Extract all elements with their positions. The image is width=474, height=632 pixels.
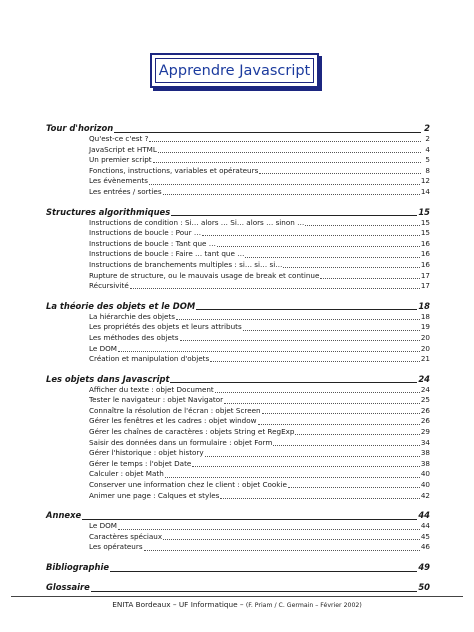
toc-leader <box>82 519 417 520</box>
toc-leader <box>202 235 420 236</box>
toc-leader <box>118 529 420 530</box>
toc-entry[interactable] <box>46 480 430 491</box>
toc-entry-label: Instructions de boucle : Faire … tant que … <box>89 249 245 259</box>
toc-entry-page: 18 <box>420 311 430 321</box>
toc-leader <box>149 141 421 142</box>
toc-entry-label: Gérer le temps : l'objet Date <box>89 458 192 468</box>
toc-entry[interactable] <box>46 187 430 198</box>
toc-section-page: 15 <box>418 206 430 217</box>
toc-entry[interactable] <box>46 249 430 260</box>
toc-entry-page: 16 <box>420 259 430 269</box>
toc-entry-page: 26 <box>420 416 430 426</box>
toc-entry-page: 38 <box>420 448 430 458</box>
toc-entry[interactable] <box>46 281 430 292</box>
toc-entry[interactable] <box>46 448 430 459</box>
toc-entry-label: Récursivité <box>89 281 129 291</box>
document-title: Apprendre Javascript <box>155 58 314 83</box>
toc-entry-label: Gérer les chaînes de caractères : objets String et RegExp <box>89 427 295 437</box>
toc-entry-page: 17 <box>420 270 430 280</box>
toc-leader <box>110 571 417 572</box>
toc-entry[interactable] <box>46 155 430 166</box>
toc-entry[interactable] <box>46 354 430 365</box>
toc-entry-page: 20 <box>420 332 430 342</box>
toc-section <box>46 122 430 198</box>
toc-entry[interactable] <box>46 344 430 355</box>
toc-entry[interactable] <box>46 218 430 229</box>
toc-entry-label: Animer une page : Calques et styles <box>89 490 220 500</box>
toc-leader <box>114 132 421 133</box>
toc-leader <box>288 487 420 488</box>
toc-section <box>46 373 430 502</box>
toc-entry[interactable] <box>46 491 430 502</box>
toc-leader <box>224 403 420 404</box>
toc-leader <box>205 456 420 457</box>
toc-leader <box>283 267 419 268</box>
toc-entry[interactable] <box>46 416 430 427</box>
toc-entry-label: Les opérateurs <box>89 542 143 552</box>
toc-leader <box>196 309 417 310</box>
toc-entry[interactable] <box>46 438 430 449</box>
toc-entry[interactable] <box>46 260 430 271</box>
toc-entry-label: Conserver une information chez le client : objet Cookie <box>89 480 287 490</box>
toc-leader <box>262 413 420 414</box>
toc-entry[interactable] <box>46 322 430 333</box>
toc-section <box>46 581 430 593</box>
toc-entry[interactable] <box>46 312 430 323</box>
toc-entry-page: 40 <box>420 480 430 490</box>
toc-leader <box>165 477 420 478</box>
toc-leader <box>91 591 418 592</box>
toc-leader <box>259 173 421 174</box>
toc-entry-label: Un premier script <box>89 155 152 165</box>
toc-section-heading[interactable] <box>46 373 430 385</box>
toc-section-heading[interactable] <box>46 561 430 573</box>
toc-entry-label: Instructions de boucle : Tant que … <box>89 238 216 248</box>
toc-leader <box>258 424 420 425</box>
toc-entry[interactable] <box>46 271 430 282</box>
toc-entry-page: 15 <box>420 217 430 227</box>
toc-leader <box>273 445 419 446</box>
toc-entry-label: Tester le navigateur : objet Navigator <box>89 395 224 405</box>
toc-entry-page: 4 <box>425 144 430 154</box>
toc-section-page: 2 <box>424 123 430 133</box>
toc-entry-page: 20 <box>420 343 430 353</box>
toc-section-page: 18 <box>418 300 430 311</box>
toc-entry-page: 40 <box>420 469 430 479</box>
toc-leader <box>320 278 419 279</box>
toc-entry-page: 21 <box>420 354 430 364</box>
toc-entry-label: Calculer : objet Math <box>89 469 164 479</box>
toc-entry-label: Gérer les fenêtres et les cadres : objet window <box>89 416 257 426</box>
toc-entry-page: 15 <box>420 228 430 238</box>
toc-entry[interactable] <box>46 542 430 553</box>
toc-leader <box>171 215 417 216</box>
toc-entry-label: Création et manipulation d'objets <box>89 354 210 364</box>
toc-entry-label: Le DOM <box>89 521 117 531</box>
toc-entry-page: 5 <box>425 155 430 165</box>
toc-entry-page: 34 <box>420 437 430 447</box>
toc-section <box>46 509 430 553</box>
toc-entry[interactable] <box>46 166 430 177</box>
toc-entry-page: 16 <box>420 238 430 248</box>
toc-entry-page: 12 <box>420 176 430 186</box>
toc-entry-label: Fonctions, instructions, variables et opérateurs <box>89 165 259 175</box>
toc-entry-page: 44 <box>420 521 430 531</box>
toc-entry-label: La hiérarchie des objets <box>89 311 175 321</box>
toc-leader <box>305 225 420 226</box>
toc-leader <box>210 361 420 362</box>
toc-entry-page: 14 <box>420 186 430 196</box>
toc-entry-label: Gérer l'historique : objet history <box>89 448 204 458</box>
toc-entry-page: 38 <box>420 458 430 468</box>
toc-section-title: Structures algorithmiques <box>46 206 171 217</box>
toc-section-heading[interactable] <box>46 581 430 593</box>
toc-entry[interactable] <box>46 228 430 239</box>
toc-entry-label: Connaître la résolution de l'écran : objet Screen <box>89 405 261 415</box>
toc-entry[interactable] <box>46 521 430 532</box>
toc-leader <box>163 194 420 195</box>
toc-entry[interactable] <box>46 385 430 396</box>
title-box <box>150 53 319 88</box>
toc-leader <box>217 246 420 247</box>
toc-entry[interactable] <box>46 532 430 543</box>
toc-section-title: Tour d'horizon <box>46 123 114 133</box>
toc-section <box>46 561 430 573</box>
toc-leader <box>192 466 420 467</box>
toc-leader <box>215 392 420 393</box>
footer-divider <box>11 596 463 597</box>
toc-leader <box>220 498 419 499</box>
toc-leader <box>180 340 420 341</box>
toc-entry-label: Instructions de condition : Si… alors … Si… alors … sinon … <box>89 217 305 227</box>
toc-entry[interactable] <box>46 406 430 417</box>
toc-entry[interactable] <box>46 176 430 187</box>
toc-entry-page: 29 <box>420 427 430 437</box>
toc-leader <box>170 382 417 383</box>
toc-section-title: Les objets dans Javascript <box>46 373 170 384</box>
footer-authors: (F. Priam / C. Germain – Février 2002) <box>245 602 362 609</box>
toc-entry[interactable] <box>46 145 430 156</box>
toc-entry[interactable] <box>46 134 430 145</box>
toc-entry-label: Instructions de boucle : Pour … <box>89 228 202 238</box>
toc-section-heading[interactable] <box>46 509 430 521</box>
toc-section <box>46 300 430 365</box>
toc-section-heading[interactable] <box>46 206 430 218</box>
toc-section <box>46 206 430 292</box>
toc-section-title: Glossaire <box>46 582 90 592</box>
table-of-contents <box>46 122 430 601</box>
toc-leader <box>130 288 420 289</box>
toc-leader <box>295 434 419 435</box>
toc-entry-page: 19 <box>420 322 430 332</box>
toc-entry-label: Le DOM <box>89 343 117 353</box>
toc-entry-page: 26 <box>420 405 430 415</box>
toc-entry[interactable] <box>46 239 430 250</box>
toc-section-heading[interactable] <box>46 122 430 134</box>
toc-leader <box>163 539 420 540</box>
toc-entry-label: Instructions de branchements multiples : si… si… si… <box>89 259 283 269</box>
toc-section-page: 24 <box>418 373 430 384</box>
footer <box>0 600 474 609</box>
toc-section-page: 49 <box>418 562 430 572</box>
toc-entry-label: Les méthodes des objets <box>89 332 179 342</box>
toc-entry-page: 2 <box>425 134 430 143</box>
toc-leader <box>118 351 420 352</box>
toc-leader <box>149 184 420 185</box>
toc-section-page: 50 <box>418 582 430 592</box>
toc-entry-page: 24 <box>420 384 430 394</box>
toc-entry-page: 8 <box>425 165 430 175</box>
toc-section-page: 44 <box>418 510 430 521</box>
toc-section-title: Annexe <box>46 510 82 521</box>
toc-entry-label: Afficher du texte : objet Document <box>89 384 214 394</box>
toc-leader <box>176 319 420 320</box>
toc-entry-page: 17 <box>420 281 430 291</box>
toc-section-title: Bibliographie <box>46 562 110 572</box>
toc-entry-label: Les entrées / sorties <box>89 186 162 196</box>
toc-section-heading[interactable] <box>46 300 430 312</box>
toc-entry[interactable] <box>46 459 430 470</box>
toc-entry-label: Les évènements <box>89 176 148 186</box>
toc-entry-label: Caractères spéciaux <box>89 531 163 541</box>
toc-entry-page: 45 <box>420 531 430 541</box>
toc-entry-label: Qu'est-ce c'est ? <box>89 134 149 143</box>
toc-section-title: La théorie des objets et le DOM <box>46 300 196 311</box>
toc-entry-label: JavaScript et HTML <box>89 144 157 154</box>
footer-institution: ENITA Bordeaux – UF Informatique – <box>112 600 244 609</box>
toc-leader <box>158 152 421 153</box>
toc-entry[interactable] <box>46 427 430 438</box>
toc-entry[interactable] <box>46 333 430 344</box>
toc-entry-label: Les propriétés des objets et leurs attributs <box>89 322 242 332</box>
toc-entry-label: Rupture de structure, ou le mauvais usage de break et continue <box>89 270 320 280</box>
toc-leader <box>243 330 420 331</box>
toc-entry-page: 16 <box>420 249 430 259</box>
toc-entry-page: 42 <box>420 490 430 500</box>
toc-leader <box>245 257 419 258</box>
toc-leader <box>153 162 421 163</box>
toc-leader <box>144 550 420 551</box>
toc-entry-label: Saisir des données dans un formulaire : objet Form <box>89 437 273 447</box>
toc-entry[interactable] <box>46 395 430 406</box>
toc-entry[interactable] <box>46 469 430 480</box>
toc-entry-page: 25 <box>420 395 430 405</box>
toc-entry-page: 46 <box>420 542 430 552</box>
